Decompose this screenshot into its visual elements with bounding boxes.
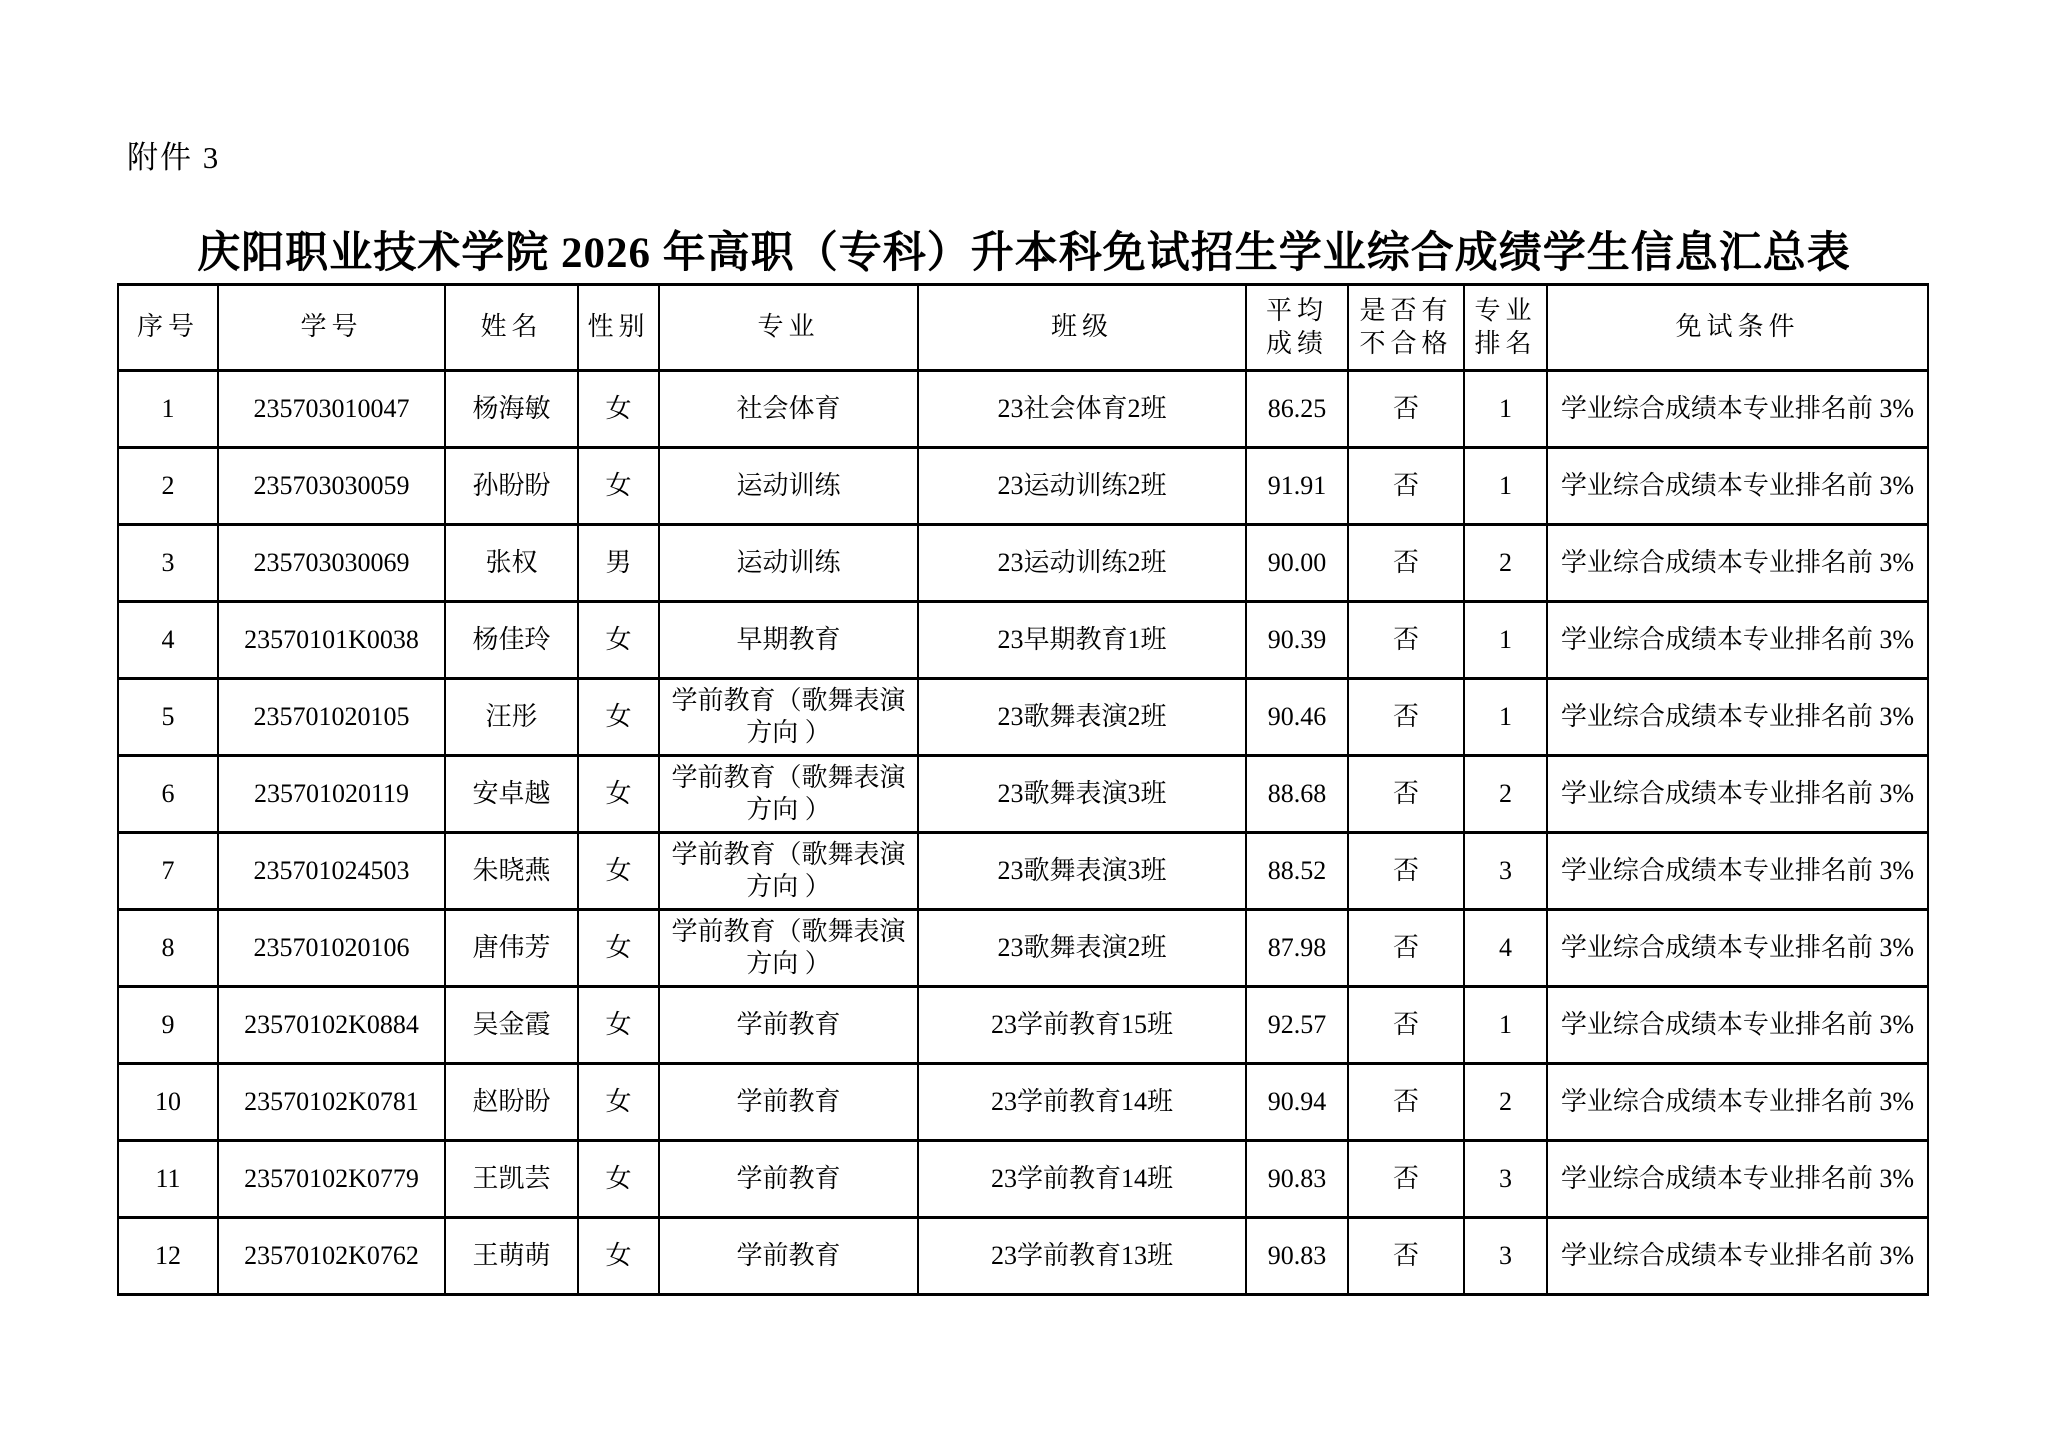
cell-student-id: 23570102K0779 — [218, 1141, 445, 1218]
cell-exemption: 学业综合成绩本专业排名前 3% — [1547, 1064, 1928, 1141]
cell-index: 12 — [118, 1218, 218, 1295]
cell-exemption: 学业综合成绩本专业排名前 3% — [1547, 525, 1928, 602]
cell-index: 11 — [118, 1141, 218, 1218]
cell-avg-score: 87.98 — [1246, 910, 1348, 987]
cell-name: 张权 — [445, 525, 578, 602]
column-header-avg-score: 平均 成绩 — [1246, 285, 1348, 371]
cell-major: 学前教育（歌舞表演方向 ） — [659, 833, 918, 910]
cell-index: 4 — [118, 602, 218, 679]
cell-major-rank: 2 — [1464, 525, 1547, 602]
cell-name: 安卓越 — [445, 756, 578, 833]
cell-avg-score: 88.68 — [1246, 756, 1348, 833]
table-row — [118, 1141, 1928, 1218]
cell-has-fail: 否 — [1348, 448, 1464, 525]
cell-name: 朱晓燕 — [445, 833, 578, 910]
column-header-student-id: 学号 — [218, 285, 445, 371]
cell-name: 吴金霞 — [445, 987, 578, 1064]
cell-major-rank: 1 — [1464, 602, 1547, 679]
cell-class: 23歌舞表演3班 — [918, 756, 1246, 833]
cell-index: 3 — [118, 525, 218, 602]
column-header-gender: 性别 — [578, 285, 659, 371]
cell-student-id: 23570102K0884 — [218, 987, 445, 1064]
column-header-exemption: 免试条件 — [1547, 285, 1928, 371]
cell-avg-score: 90.94 — [1246, 1064, 1348, 1141]
cell-exemption: 学业综合成绩本专业排名前 3% — [1547, 1141, 1928, 1218]
cell-has-fail: 否 — [1348, 679, 1464, 756]
cell-class: 23学前教育13班 — [918, 1218, 1246, 1295]
table-row — [118, 756, 1928, 833]
cell-gender: 女 — [578, 448, 659, 525]
cell-has-fail: 否 — [1348, 602, 1464, 679]
table-row — [118, 987, 1928, 1064]
cell-major-rank: 1 — [1464, 371, 1547, 448]
cell-exemption: 学业综合成绩本专业排名前 3% — [1547, 448, 1928, 525]
cell-major: 学前教育 — [659, 1141, 918, 1218]
cell-has-fail: 否 — [1348, 1064, 1464, 1141]
cell-exemption: 学业综合成绩本专业排名前 3% — [1547, 679, 1928, 756]
cell-avg-score: 90.83 — [1246, 1218, 1348, 1295]
cell-has-fail: 否 — [1348, 371, 1464, 448]
cell-major-rank: 2 — [1464, 1064, 1547, 1141]
column-header-class: 班级 — [918, 285, 1246, 371]
column-header-has-fail: 是否有 不合格 — [1348, 285, 1464, 371]
cell-gender: 女 — [578, 679, 659, 756]
cell-exemption: 学业综合成绩本专业排名前 3% — [1547, 371, 1928, 448]
cell-major: 学前教育（歌舞表演方向 ） — [659, 756, 918, 833]
cell-class: 23社会体育2班 — [918, 371, 1246, 448]
cell-gender: 女 — [578, 910, 659, 987]
cell-major-rank: 1 — [1464, 987, 1547, 1064]
column-header-name: 姓名 — [445, 285, 578, 371]
cell-name: 杨海敏 — [445, 371, 578, 448]
cell-class: 23运动训练2班 — [918, 525, 1246, 602]
table-row — [118, 371, 1928, 448]
cell-gender: 女 — [578, 602, 659, 679]
cell-has-fail: 否 — [1348, 1141, 1464, 1218]
table-header-row — [118, 285, 1928, 371]
table-row — [118, 833, 1928, 910]
cell-major-rank: 3 — [1464, 1218, 1547, 1295]
cell-avg-score: 90.00 — [1246, 525, 1348, 602]
cell-major-rank: 1 — [1464, 679, 1547, 756]
table-row — [118, 525, 1928, 602]
cell-exemption: 学业综合成绩本专业排名前 3% — [1547, 987, 1928, 1064]
table-row — [118, 910, 1928, 987]
cell-major: 学前教育 — [659, 1218, 918, 1295]
cell-name: 赵盼盼 — [445, 1064, 578, 1141]
cell-class: 23学前教育14班 — [918, 1064, 1246, 1141]
cell-student-id: 235701020106 — [218, 910, 445, 987]
column-header-major: 专业 — [659, 285, 918, 371]
cell-major: 学前教育 — [659, 1064, 918, 1141]
cell-major-rank: 3 — [1464, 833, 1547, 910]
cell-major: 运动训练 — [659, 525, 918, 602]
cell-gender: 女 — [578, 1064, 659, 1141]
cell-avg-score: 92.57 — [1246, 987, 1348, 1064]
cell-gender: 女 — [578, 1218, 659, 1295]
cell-exemption: 学业综合成绩本专业排名前 3% — [1547, 910, 1928, 987]
student-summary-table — [117, 283, 1929, 1296]
cell-student-id: 235703030069 — [218, 525, 445, 602]
cell-index: 5 — [118, 679, 218, 756]
cell-class: 23早期教育1班 — [918, 602, 1246, 679]
table-row — [118, 602, 1928, 679]
cell-index: 2 — [118, 448, 218, 525]
cell-avg-score: 88.52 — [1246, 833, 1348, 910]
cell-student-id: 235701020105 — [218, 679, 445, 756]
cell-index: 10 — [118, 1064, 218, 1141]
cell-major-rank: 2 — [1464, 756, 1547, 833]
column-header-index: 序号 — [118, 285, 218, 371]
cell-class: 23歌舞表演2班 — [918, 679, 1246, 756]
cell-exemption: 学业综合成绩本专业排名前 3% — [1547, 1218, 1928, 1295]
cell-major: 运动训练 — [659, 448, 918, 525]
column-header-major-rank: 专业 排名 — [1464, 285, 1547, 371]
cell-class: 23歌舞表演3班 — [918, 833, 1246, 910]
cell-student-id: 23570102K0781 — [218, 1064, 445, 1141]
cell-student-id: 235701020119 — [218, 756, 445, 833]
page-title: 庆阳职业技术学院 2026 年高职（专科）升本科免试招生学业综合成绩学生信息汇总表 — [197, 229, 1851, 277]
cell-major-rank: 1 — [1464, 448, 1547, 525]
cell-gender: 女 — [578, 987, 659, 1064]
cell-has-fail: 否 — [1348, 1218, 1464, 1295]
cell-name: 汪彤 — [445, 679, 578, 756]
cell-gender: 男 — [578, 525, 659, 602]
cell-index: 6 — [118, 756, 218, 833]
cell-index: 7 — [118, 833, 218, 910]
table-row — [118, 1064, 1928, 1141]
table-row — [118, 679, 1928, 756]
cell-class: 23学前教育14班 — [918, 1141, 1246, 1218]
cell-student-id: 235703030059 — [218, 448, 445, 525]
cell-has-fail: 否 — [1348, 525, 1464, 602]
cell-major: 早期教育 — [659, 602, 918, 679]
cell-exemption: 学业综合成绩本专业排名前 3% — [1547, 833, 1928, 910]
cell-index: 9 — [118, 987, 218, 1064]
cell-gender: 女 — [578, 756, 659, 833]
cell-has-fail: 否 — [1348, 987, 1464, 1064]
cell-major: 学前教育（歌舞表演方向 ） — [659, 910, 918, 987]
cell-student-id: 23570101K0038 — [218, 602, 445, 679]
table-row — [118, 1218, 1928, 1295]
cell-class: 23歌舞表演2班 — [918, 910, 1246, 987]
cell-index: 1 — [118, 371, 218, 448]
attachment-label: 附件 3 — [127, 140, 221, 175]
cell-name: 王萌萌 — [445, 1218, 578, 1295]
cell-major: 学前教育（歌舞表演方向 ） — [659, 679, 918, 756]
cell-name: 唐伟芳 — [445, 910, 578, 987]
cell-name: 王凯芸 — [445, 1141, 578, 1218]
cell-index: 8 — [118, 910, 218, 987]
cell-has-fail: 否 — [1348, 833, 1464, 910]
cell-major-rank: 4 — [1464, 910, 1547, 987]
cell-class: 23学前教育15班 — [918, 987, 1246, 1064]
cell-major: 学前教育 — [659, 987, 918, 1064]
cell-exemption: 学业综合成绩本专业排名前 3% — [1547, 756, 1928, 833]
cell-name: 孙盼盼 — [445, 448, 578, 525]
cell-name: 杨佳玲 — [445, 602, 578, 679]
table-head — [118, 285, 1928, 371]
cell-gender: 女 — [578, 833, 659, 910]
cell-avg-score: 90.39 — [1246, 602, 1348, 679]
cell-class: 23运动训练2班 — [918, 448, 1246, 525]
student-table-body — [118, 371, 1928, 1295]
cell-avg-score: 86.25 — [1246, 371, 1348, 448]
cell-student-id: 23570102K0762 — [218, 1218, 445, 1295]
cell-student-id: 235703010047 — [218, 371, 445, 448]
cell-exemption: 学业综合成绩本专业排名前 3% — [1547, 602, 1928, 679]
cell-major-rank: 3 — [1464, 1141, 1547, 1218]
cell-avg-score: 90.46 — [1246, 679, 1348, 756]
cell-avg-score: 90.83 — [1246, 1141, 1348, 1218]
cell-major: 社会体育 — [659, 371, 918, 448]
cell-avg-score: 91.91 — [1246, 448, 1348, 525]
cell-gender: 女 — [578, 1141, 659, 1218]
table-row — [118, 448, 1928, 525]
cell-student-id: 235701024503 — [218, 833, 445, 910]
cell-has-fail: 否 — [1348, 756, 1464, 833]
cell-has-fail: 否 — [1348, 910, 1464, 987]
cell-gender: 女 — [578, 371, 659, 448]
